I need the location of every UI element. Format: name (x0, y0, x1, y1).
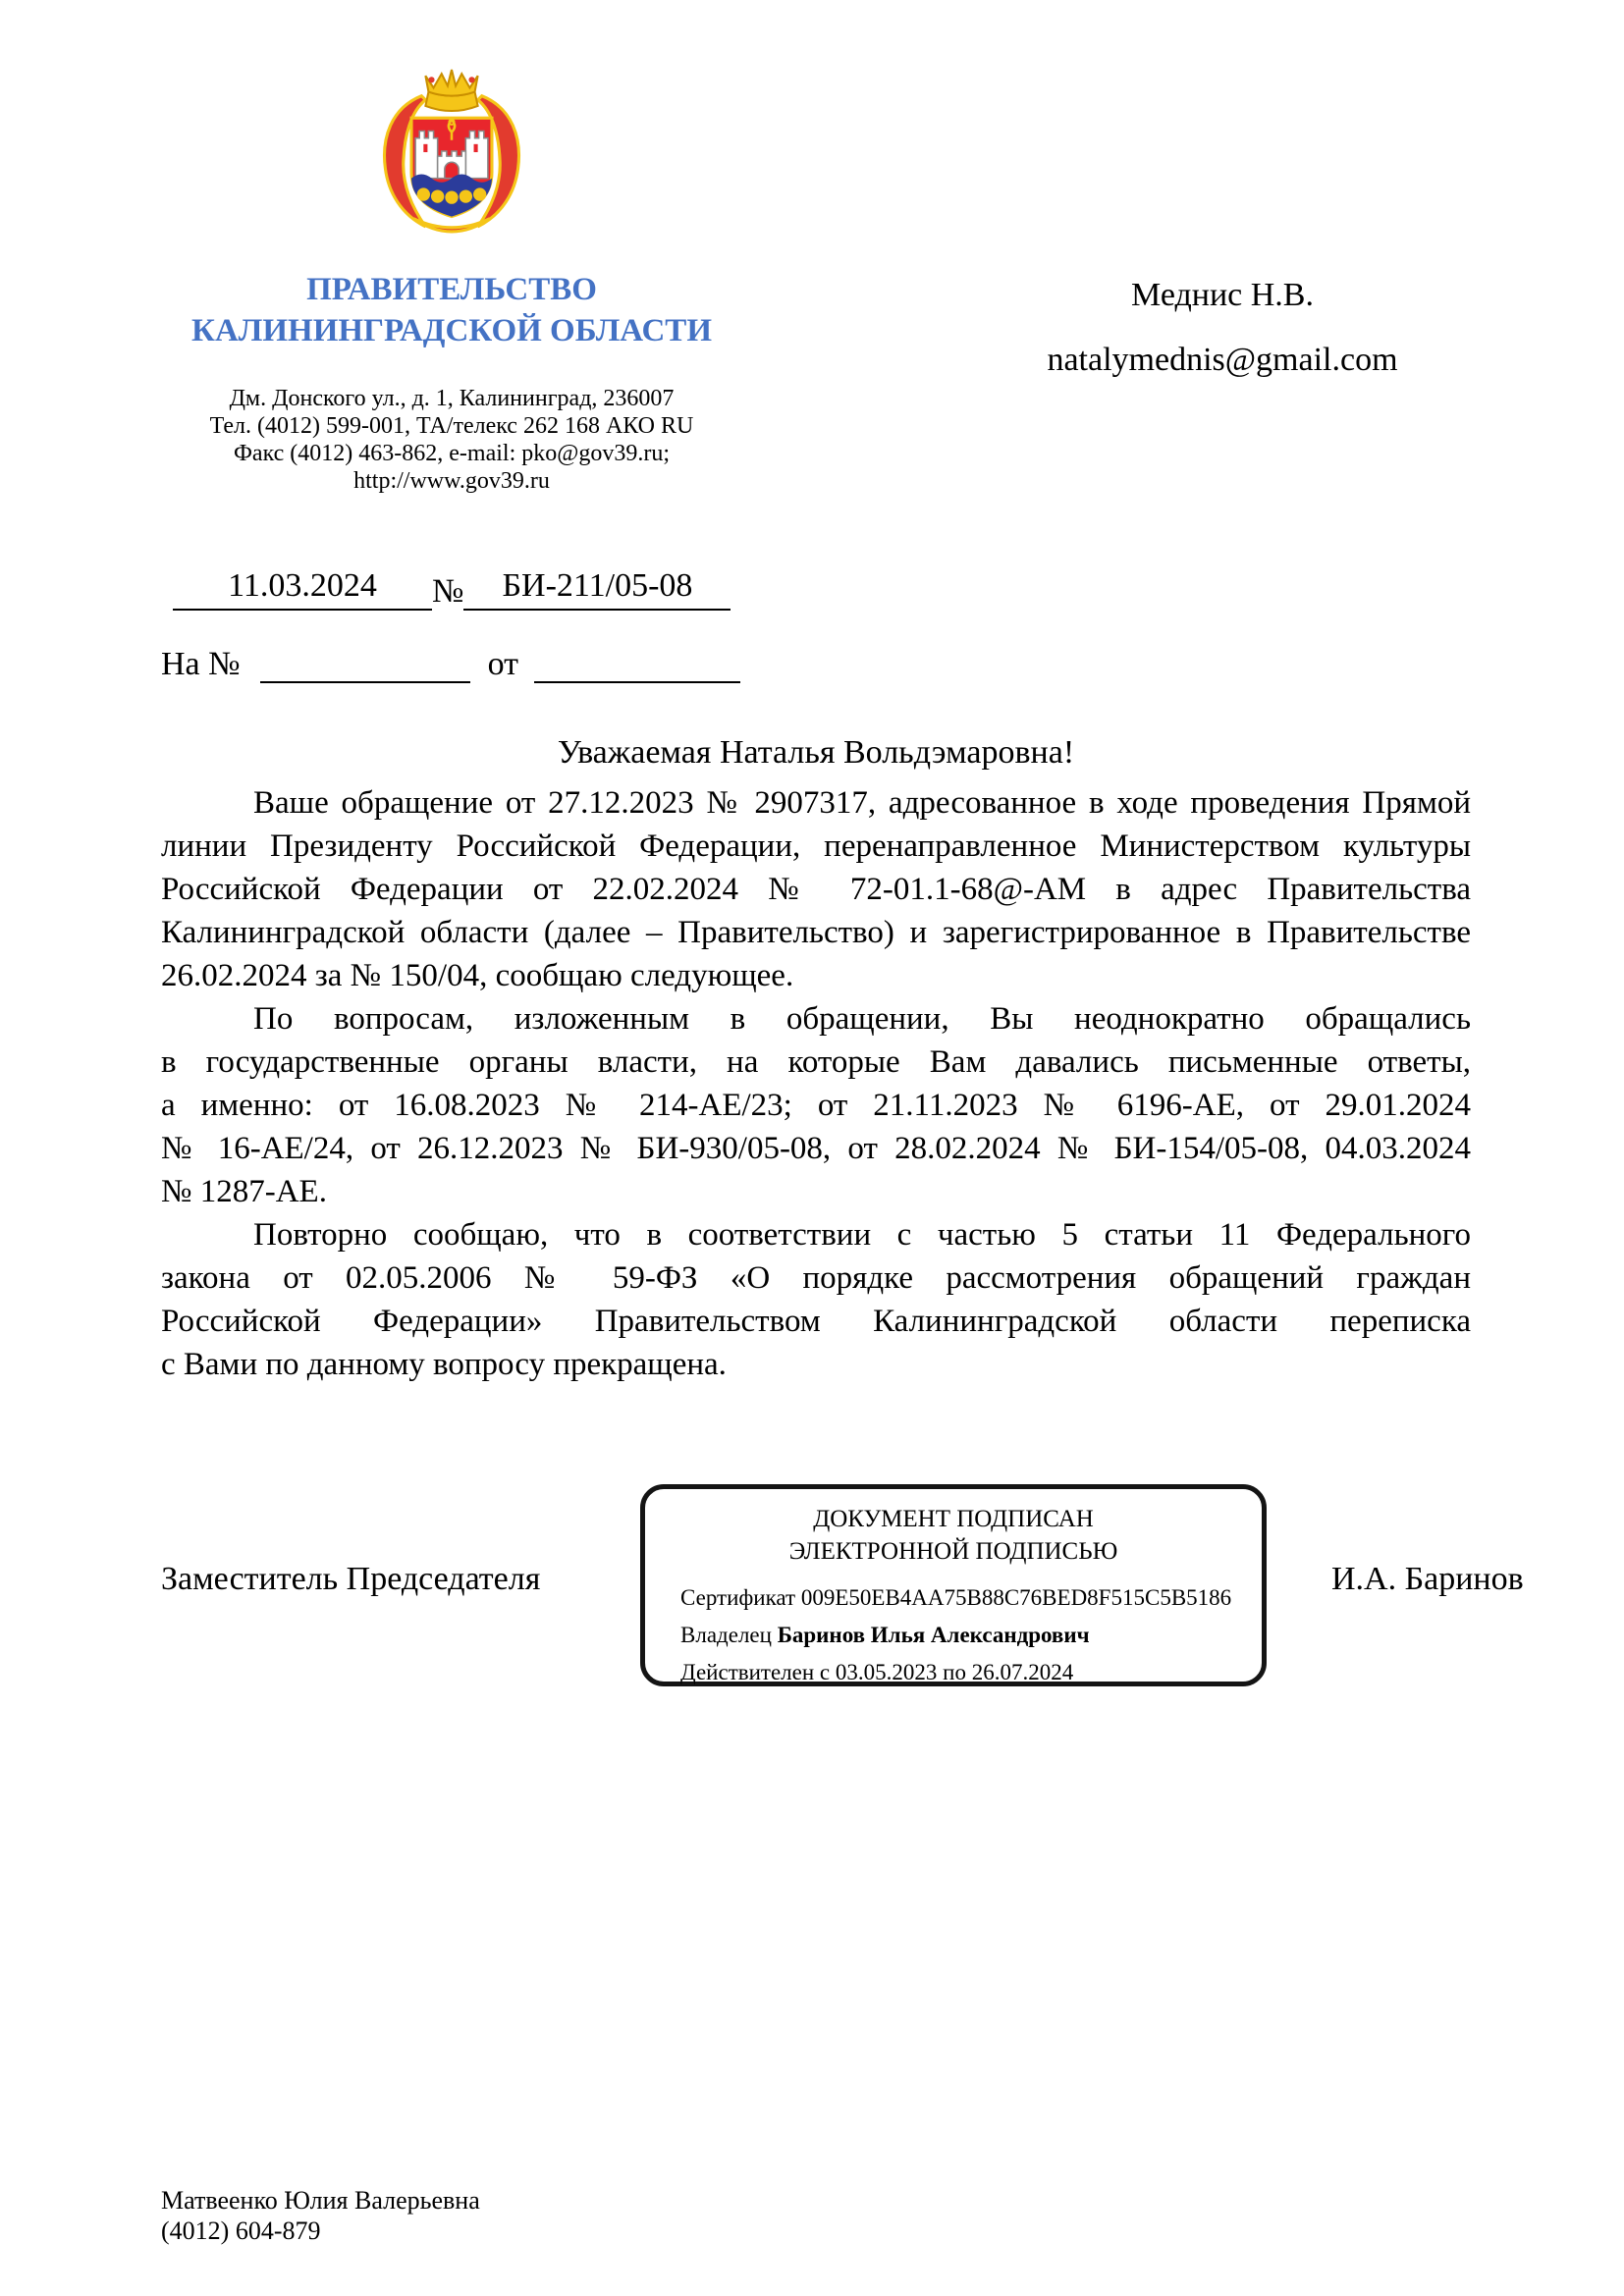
ref-reply-date-blank (534, 640, 740, 683)
stamp-owner-row (680, 1617, 1262, 1654)
body-line: Калининградской области (далее – Правительство) и зарегистрированное в Правительстве (161, 915, 1471, 950)
body-line: линии Президенту Российской Федерации, перенаправленное Министерством культуры (161, 828, 1471, 864)
body-line: закона от 02.05.2006 № 59-ФЗ «О порядке рассмотрения обращений граждан (161, 1260, 1471, 1296)
validity-from: 03.05.2023 (835, 1660, 938, 1684)
ref-number: БИ-211/05-08 (463, 567, 731, 611)
org-address-line2: Тел. (4012) 599-001, ТА/телекс 262 168 АКО RU (209, 413, 694, 439)
owner-label: Владелец (680, 1623, 772, 1647)
ref-reply-number-blank (260, 640, 470, 683)
signer-position-title: Заместитель Председателя (161, 1561, 541, 1597)
stamp-certificate-row (680, 1579, 1262, 1617)
body-line: в государственные органы власти, на которые Вам давались письменные ответы, (161, 1044, 1471, 1080)
recipient-name: Меднис Н.В. (1131, 277, 1314, 313)
recipient-block (987, 277, 1458, 379)
body-line: По вопросам, изложенным в обращении, Вы неоднократно обращались (253, 1001, 1471, 1037)
validity-to-label: по (943, 1660, 966, 1684)
ref-reply-prefix: На № (161, 646, 241, 682)
org-name-line1: ПРАВИТЕЛЬСТВО (306, 272, 597, 307)
body-line: № 1287-АЕ. (161, 1174, 327, 1209)
ref-from-label: от (487, 646, 519, 682)
org-address-line3: Факс (4012) 463-862, e-mail: pko@gov39.ru; (233, 441, 671, 466)
org-title (137, 269, 766, 351)
stamp-validity-row (680, 1654, 1262, 1691)
stamp-title-line2: ЭЛЕКТРОННОЙ ПОДПИСЬЮ (788, 1538, 1118, 1565)
e-signature-stamp (640, 1484, 1267, 1686)
kaliningrad-coat-of-arms-icon (369, 65, 534, 238)
validity-to: 26.07.2024 (971, 1660, 1074, 1684)
org-address-line4: http://www.gov39.ru (353, 468, 550, 494)
body-line: № 16-АЕ/24, от 26.12.2023 № БИ-930/05-08, от 28.02.2024 № БИ-154/05-08, 04.03.2024 (161, 1131, 1471, 1166)
ref-date: 11.03.2024 (173, 567, 432, 611)
executor-name: Матвеенко Юлия Валерьевна (161, 2186, 480, 2215)
certificate-value: 009E50EB4AA75B88C76BED8F515C5B5186 (800, 1585, 1232, 1610)
ref-number-sign: № (432, 573, 464, 610)
org-name-line2: КАЛИНИНГРАДСКОЙ ОБЛАСТИ (191, 313, 712, 348)
validity-label: Действителен с (680, 1660, 831, 1684)
org-address (137, 385, 766, 495)
body-line: Ваше обращение от 27.12.2023 № 2907317, адресованное в ходе проведения Прямой (253, 785, 1471, 821)
salutation: Уважаемая Наталья Вольдэмаровна! (557, 734, 1075, 771)
certificate-label: Сертификат (680, 1585, 796, 1610)
reference-line (161, 567, 731, 611)
stamp-title (645, 1503, 1262, 1568)
body-line: Российской Федерации от 22.02.2024 № 72-01.1-68@-АМ в адрес Правительства (161, 872, 1471, 907)
stamp-title-line1: ДОКУМЕНТ ПОДПИСАН (813, 1506, 1094, 1532)
body-line: 26.02.2024 за № 150/04, сообщаю следующее. (161, 958, 794, 993)
signer-name: И.А. Баринов (1331, 1561, 1524, 1597)
reply-reference-line (161, 640, 740, 683)
body-line: Повторно сообщаю, что в соответствии с частью 5 статьи 11 Федерального (253, 1217, 1471, 1253)
executor-footer (161, 2185, 480, 2246)
body-line: с Вами по данному вопросу прекращена. (161, 1347, 727, 1382)
recipient-email: natalymednis@gmail.com (1047, 342, 1398, 378)
letter-body (161, 781, 1471, 1386)
body-line: а именно: от 16.08.2023 № 214-АЕ/23; от 21.11.2023 № 6196-АЕ, от 29.01.2024 (161, 1088, 1471, 1123)
body-line: Российской Федерации» Правительством Калининградской области переписка (161, 1304, 1471, 1339)
executor-phone: (4012) 604-879 (161, 2216, 321, 2245)
stamp-details (680, 1579, 1262, 1691)
org-address-line1: Дм. Донского ул., д. 1, Калининград, 236007 (229, 386, 675, 411)
owner-value: Баринов Илья Александрович (777, 1623, 1090, 1647)
